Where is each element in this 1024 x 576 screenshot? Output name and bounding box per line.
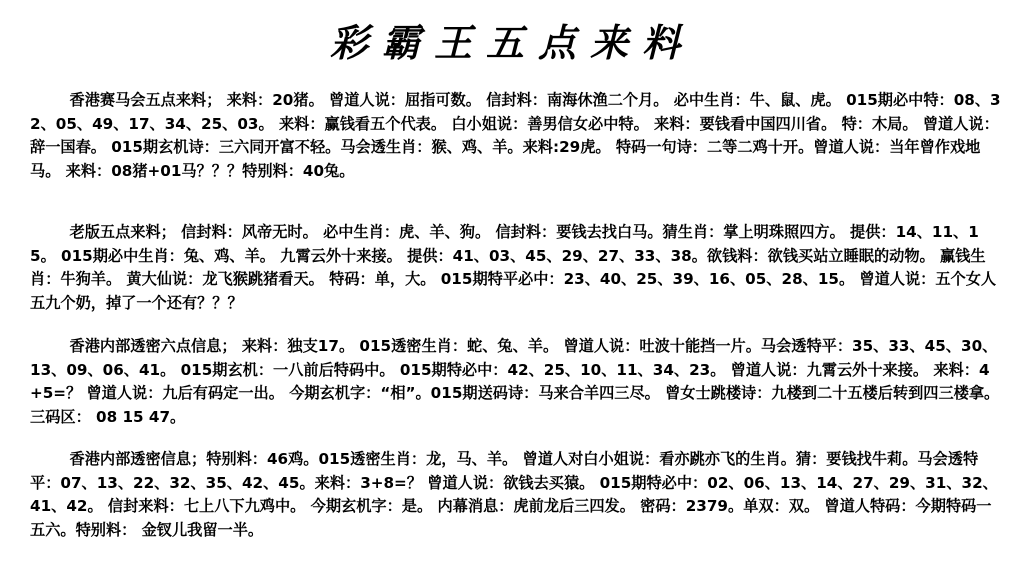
paragraph-hk-jockey-club-five-point: 香港赛马会五点来料； 来料：20猪。 曾道人说：屈指可数。 信封料：南海休渔二个月。 必中生肖：牛、鼠、虎。 015期必中特：08、32、05、49、17、34、25、03。 来料：赢钱看五个代表。 白小姐说：善男信女必中特。 来料：要钱看中国四川省。 特：木局。 曾道人说：辞一国春。 015期玄机诗：三六同开富不轻。马会透生肖：猴、鸡、羊。来料:29虎。 特码一句诗：二等二鸡十开。曾道人说：当年曾作戏地马。 来料：08猪+01马？？？特别料：40兔。 bbox=[30, 91, 1001, 180]
paragraph-old-version-five-point: 老版五点来料； 信封料：风帝无时。 必中生肖：虎、羊、狗。 信封料：要钱去找白马。猜生肖：掌上明珠照四方。 提供：14、11、15。 015期必中生肖：兔、鸡、羊。 九霄云外十来接。 提供：41、03、45、29、27、33、38。欲钱料：欲钱买站立睡眠的动物。 赢钱生肖：牛狗羊。 黄大仙说：龙飞猴跳猪看天。 特码：单，大。 015期特平必中：23、40、25、39、16、05、28、15。 曾道人说：五个女人五九个奶，掉了一个还有？？？ bbox=[30, 223, 997, 312]
paragraph-internal-secret-info: 香港内部透密信息；特别料：46鸡。015透密生肖：龙，马、羊。 曾道人对白小姐说：看亦跳亦飞的生肖。猜：要钱找牛莉。马会透特平：07、13、22、32、35、42、45。来料：3+8=？ 曾道人说：欲钱去买猿。 015期特必中：02、06、13、14、27、29、31、32、41、42。 信封来料：七上八下九鸡中。 今期玄机字：是。 内幕消息：虎前龙后三四发。 密码：2379。单双：双。 曾道人特码：今期特码一五六。特别料： 金钗儿我留一半。 bbox=[30, 450, 998, 539]
page-title: 彩霸王五点来料 bbox=[329, 20, 694, 65]
paragraph-internal-six-point-info: 香港内部透密六点信息； 来料：独支17。 015透密生肖：蛇、兔、羊。 曾道人说：吐波十能挡一片。马会透特平：35、33、45、30、13、09、06、41。 015期玄机：一八前后特码中。 015期特必中：42、25、10、11、34、23。 曾道人说：九霄云外十来接。 来料：4+5=？ 曾道人说：九后有码定一出。 今期玄机字：“相”。015期送码诗：马来合羊四三尽。 曾女士跳楼诗：九楼到二十五楼后转到四三楼拿。三码区： 08 15 47。 bbox=[30, 337, 1000, 426]
